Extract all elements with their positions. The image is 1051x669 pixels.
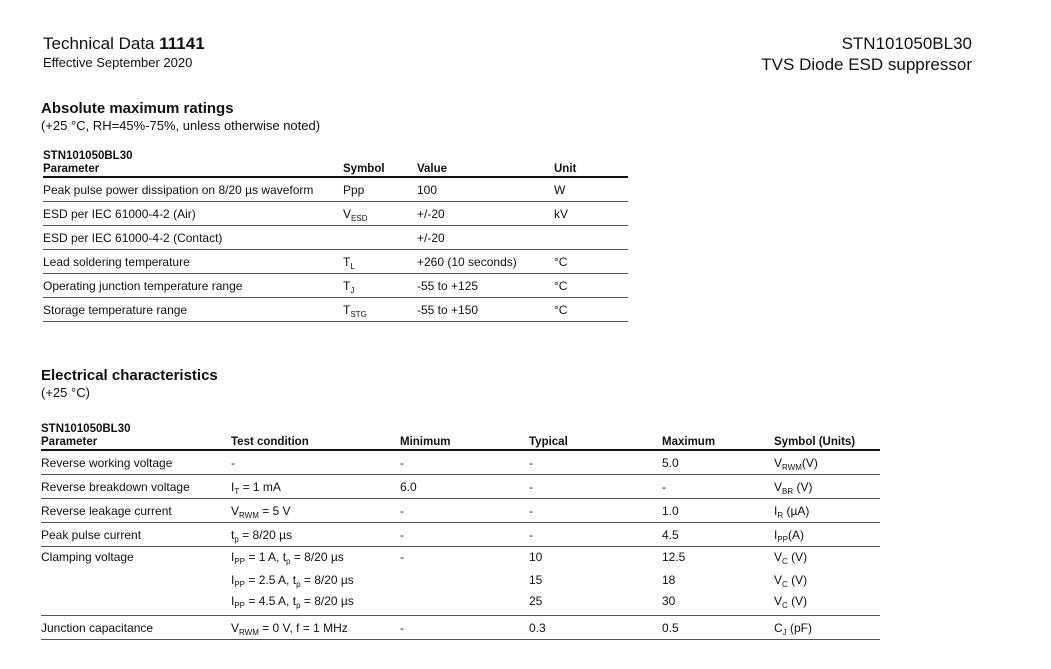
value-cell: -55 to +125 xyxy=(417,278,479,293)
typ-cell: - xyxy=(529,455,533,470)
symbol-cell: $V_{BR}$ (V) xyxy=(774,479,813,496)
symbol-cell: $T_J$ xyxy=(343,278,355,295)
abs-max-table-wrap xyxy=(43,150,628,322)
table-row xyxy=(43,226,628,250)
param-cell: Lead soldering temperature xyxy=(43,254,190,269)
table-row xyxy=(41,475,880,499)
table-row xyxy=(41,616,880,640)
elec-section xyxy=(41,367,218,401)
cell-line: $V_C$ (V) xyxy=(774,573,808,589)
param-cell: Storage temperature range xyxy=(43,302,188,317)
cell-line: 18 xyxy=(662,573,676,587)
cell-line: $I_{PP} = 2.5$ A, $t_p = 8/20$ µs xyxy=(231,573,354,589)
test-condition-cell: $I_T = 1$ mA xyxy=(231,479,281,496)
subscript: ESD xyxy=(351,213,368,223)
typ-cell: 0.3 xyxy=(529,620,546,635)
elec-table xyxy=(41,436,880,640)
table-caption: STN101050BL30 xyxy=(43,150,133,162)
subscript: PP xyxy=(234,557,246,566)
col-header: Parameter xyxy=(43,163,100,175)
subscript: J xyxy=(782,627,787,637)
cell-line: 30 xyxy=(662,594,676,608)
symbol-cell xyxy=(343,226,417,250)
param-cell: Reverse breakdown voltage xyxy=(41,479,190,494)
symbol-cell: $C_J$ (pF) xyxy=(774,620,813,637)
subscript: PP xyxy=(234,601,246,610)
table-row xyxy=(41,499,880,523)
doc-title xyxy=(43,34,205,54)
symbol-cell: $V_{ESD}$ xyxy=(343,206,368,223)
subscript: RWM xyxy=(239,510,259,520)
unit-cell: °C xyxy=(554,278,568,293)
min-cell: - xyxy=(400,620,404,635)
cell-line: $I_{PP} = 1$ A, $t_p = 8/20$ µs xyxy=(231,550,344,566)
table-row xyxy=(41,523,880,547)
part-description: TVS Diode ESD suppressor xyxy=(761,55,972,74)
value-cell: +/-20 xyxy=(417,206,445,221)
subscript: R xyxy=(777,510,784,520)
col-header: Value xyxy=(417,163,448,175)
symbol-cell: $I_{PP}(A)$ xyxy=(774,527,805,544)
value-cell: +/-20 xyxy=(417,230,445,245)
part-number: STN101050BL30 xyxy=(841,34,972,53)
cell-line: $V_C$ (V) xyxy=(774,550,808,566)
cell-line: 12.5 xyxy=(662,550,686,564)
param-cell: ESD per IEC 61000-4-2 (Contact) xyxy=(43,230,223,245)
effective-date: Effective September 2020 xyxy=(43,55,193,70)
table-row xyxy=(43,298,628,322)
unit-cell: °C xyxy=(554,254,568,269)
min-cell: - xyxy=(400,503,404,518)
section-title: Absolute maximum ratings xyxy=(41,100,234,117)
doc-title-prefix: Technical Data xyxy=(43,34,155,53)
value-cell: 100 xyxy=(417,182,438,197)
table-caption: STN101050BL30 xyxy=(41,423,131,435)
max-cell xyxy=(662,547,774,616)
col-header: Symbol (Units) xyxy=(774,436,856,448)
cell-line: $V_C$ (V) xyxy=(774,594,808,610)
subscript: RWM xyxy=(782,462,802,472)
max-cell: - xyxy=(662,479,666,494)
table-row xyxy=(43,274,628,298)
table-row xyxy=(41,547,880,616)
param-cell: Operating junction temperature range xyxy=(43,278,243,293)
section-title: Electrical characteristics xyxy=(41,367,218,384)
max-cell: 1.0 xyxy=(662,503,679,518)
table-row xyxy=(43,202,628,226)
subscript: L xyxy=(350,261,355,271)
section-note: (+25 °C) xyxy=(41,385,90,400)
subscript: PP xyxy=(777,534,789,544)
symbol-cell: $T_L$ xyxy=(343,254,355,271)
unit-cell xyxy=(554,226,628,250)
test-condition-cell: $V_{RWM} = 0$ V, f = 1 MHz xyxy=(231,620,348,637)
subscript: PP xyxy=(234,580,246,589)
min-cell: - xyxy=(400,455,404,470)
cell-line: $I_{PP} = 4.5$ A, $t_p = 8/20$ µs xyxy=(231,594,354,610)
table-row xyxy=(41,450,880,475)
subscript: T xyxy=(234,486,240,496)
typ-cell: - xyxy=(529,479,533,494)
subscript: STG xyxy=(350,309,367,319)
subscript: p xyxy=(296,601,301,610)
doc-number: 11141 xyxy=(159,34,205,53)
col-header: Minimum xyxy=(400,436,451,448)
subscript: p xyxy=(286,557,291,566)
param-cell: Peak pulse current xyxy=(41,527,142,542)
section-note: (+25 °C, RH=45%-75%, unless otherwise noted) xyxy=(41,118,321,133)
symbol-cell: $I_R$ (µA) xyxy=(774,503,810,520)
unit-cell: kV xyxy=(554,206,569,221)
symbol-cell: Ppp xyxy=(343,182,365,197)
param-cell: Clamping voltage xyxy=(41,550,134,564)
table-row xyxy=(43,250,628,274)
unit-cell: W xyxy=(554,182,566,197)
subscript: RWM xyxy=(239,627,259,637)
typ-cell: - xyxy=(529,503,533,518)
col-header: Typical xyxy=(529,436,568,448)
value-cell: -55 to +150 xyxy=(417,302,479,317)
unit-cell: °C xyxy=(554,302,568,317)
param-cell: Reverse leakage current xyxy=(41,503,172,518)
value-cell: +260 (10 seconds) xyxy=(417,254,517,269)
max-cell: 0.5 xyxy=(662,620,679,635)
doc-header-right xyxy=(761,34,972,75)
test-condition-cell xyxy=(231,547,400,616)
test-condition-cell: - xyxy=(231,455,235,470)
typ-cell: - xyxy=(529,527,533,542)
symbol-cell: $T_{STG}$ xyxy=(343,302,367,319)
symbol-cell: $V_{RWM}(V)$ xyxy=(774,455,818,472)
elec-table-wrap xyxy=(41,423,880,640)
abs-max-table xyxy=(43,163,628,322)
param-cell: Peak pulse power dissipation on 8/20 µs waveform xyxy=(43,182,314,197)
test-condition-cell: $t_p = 8/20$ µs xyxy=(231,527,293,544)
cell-line: 25 xyxy=(529,594,543,608)
min-cell: 6.0 xyxy=(400,479,417,494)
cell-line: 10 xyxy=(529,550,543,564)
table-row xyxy=(43,177,628,202)
subscript: J xyxy=(350,285,355,295)
col-header: Maximum xyxy=(662,436,716,448)
subscript: p xyxy=(296,580,301,589)
col-header: Unit xyxy=(554,163,577,175)
table-header-row xyxy=(43,163,628,177)
param-cell: Reverse working voltage xyxy=(41,455,173,470)
table-header-row xyxy=(41,436,880,450)
col-header: Symbol xyxy=(343,163,385,175)
test-condition-cell: $V_{RWM} = 5$ V xyxy=(231,503,291,520)
doc-header-left xyxy=(43,34,205,71)
col-header: Test condition xyxy=(231,436,309,448)
param-cell: Junction capacitance xyxy=(41,620,154,635)
subscript: C xyxy=(782,557,788,566)
col-header: Parameter xyxy=(41,436,98,448)
symbol-cell xyxy=(774,547,880,616)
max-cell: 4.5 xyxy=(662,527,679,542)
typ-cell xyxy=(529,547,662,616)
abs-max-section xyxy=(41,100,320,134)
subscript: BR xyxy=(782,486,794,496)
subscript: C xyxy=(782,580,788,589)
max-cell: 5.0 xyxy=(662,455,679,470)
subscript: p xyxy=(234,534,239,544)
subscript: C xyxy=(782,601,788,610)
cell-line: 15 xyxy=(529,573,543,587)
min-cell: - xyxy=(400,527,404,542)
param-cell: ESD per IEC 61000-4-2 (Air) xyxy=(43,206,196,221)
min-cell: - xyxy=(400,550,404,564)
